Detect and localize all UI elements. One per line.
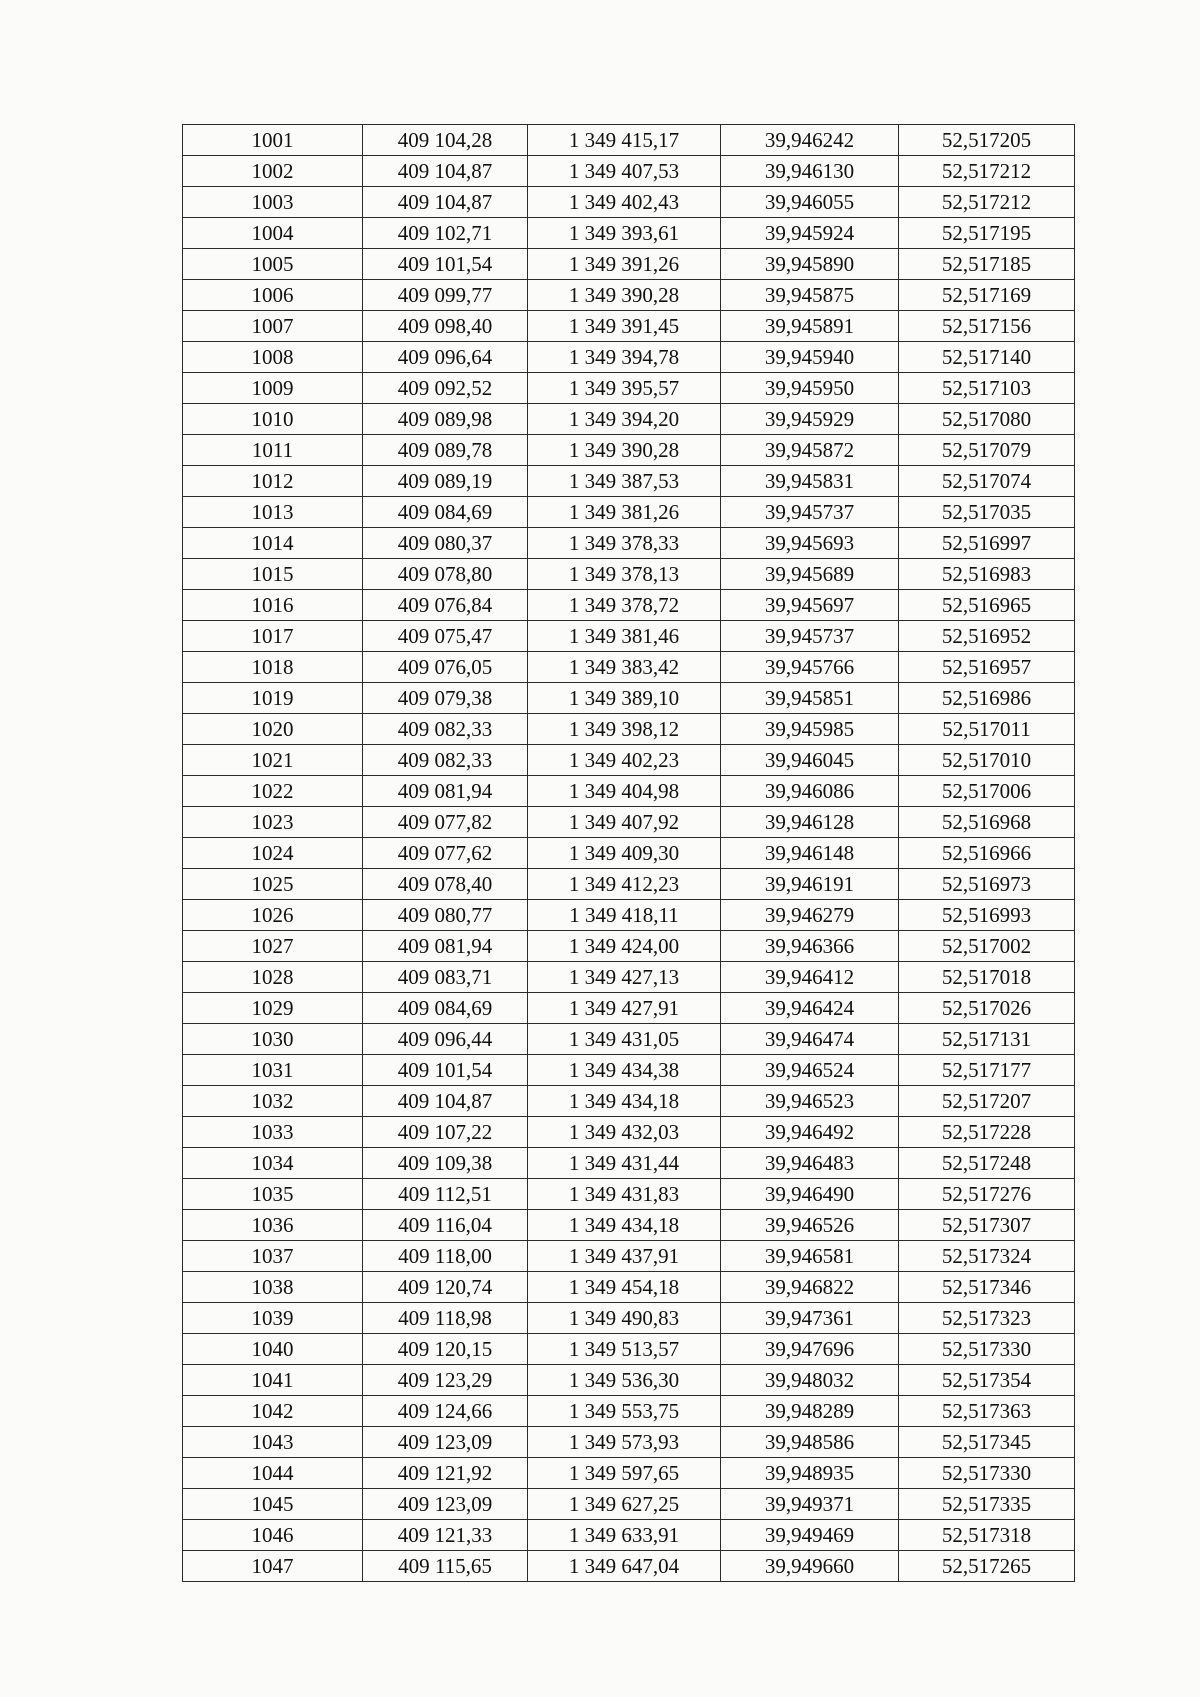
longitude-cell: 39,948586 — [721, 1427, 899, 1458]
x-coordinate-cell: 409 076,05 — [363, 652, 528, 683]
longitude-cell: 39,945737 — [721, 621, 899, 652]
x-coordinate-cell: 409 089,19 — [363, 466, 528, 497]
x-coordinate-cell: 409 116,04 — [363, 1210, 528, 1241]
latitude-cell: 52,517010 — [899, 745, 1075, 776]
x-coordinate-cell: 409 120,74 — [363, 1272, 528, 1303]
coordinates-table — [182, 124, 1075, 1582]
x-coordinate-cell: 409 099,77 — [363, 280, 528, 311]
point-number-cell: 1021 — [183, 745, 363, 776]
y-coordinate-cell: 1 349 573,93 — [528, 1427, 721, 1458]
y-coordinate-cell: 1 349 407,53 — [528, 156, 721, 187]
x-coordinate-cell: 409 089,98 — [363, 404, 528, 435]
table-row — [183, 249, 1075, 280]
point-number-cell: 1001 — [183, 125, 363, 156]
y-coordinate-cell: 1 349 431,83 — [528, 1179, 721, 1210]
point-number-cell: 1043 — [183, 1427, 363, 1458]
latitude-cell: 52,517307 — [899, 1210, 1075, 1241]
latitude-cell: 52,517002 — [899, 931, 1075, 962]
longitude-cell: 39,946412 — [721, 962, 899, 993]
x-coordinate-cell: 409 109,38 — [363, 1148, 528, 1179]
point-number-cell: 1041 — [183, 1365, 363, 1396]
x-coordinate-cell: 409 096,64 — [363, 342, 528, 373]
longitude-cell: 39,946524 — [721, 1055, 899, 1086]
y-coordinate-cell: 1 349 427,91 — [528, 993, 721, 1024]
table-row — [183, 962, 1075, 993]
latitude-cell: 52,516965 — [899, 590, 1075, 621]
latitude-cell: 52,517074 — [899, 466, 1075, 497]
x-coordinate-cell: 409 079,38 — [363, 683, 528, 714]
x-coordinate-cell: 409 118,00 — [363, 1241, 528, 1272]
x-coordinate-cell: 409 096,44 — [363, 1024, 528, 1055]
table-row — [183, 869, 1075, 900]
y-coordinate-cell: 1 349 390,28 — [528, 280, 721, 311]
x-coordinate-cell: 409 121,92 — [363, 1458, 528, 1489]
table-row — [183, 590, 1075, 621]
x-coordinate-cell: 409 112,51 — [363, 1179, 528, 1210]
longitude-cell: 39,945693 — [721, 528, 899, 559]
longitude-cell: 39,946424 — [721, 993, 899, 1024]
point-number-cell: 1037 — [183, 1241, 363, 1272]
longitude-cell: 39,946086 — [721, 776, 899, 807]
y-coordinate-cell: 1 349 513,57 — [528, 1334, 721, 1365]
x-coordinate-cell: 409 104,87 — [363, 156, 528, 187]
table-row — [183, 838, 1075, 869]
longitude-cell: 39,946474 — [721, 1024, 899, 1055]
y-coordinate-cell: 1 349 627,25 — [528, 1489, 721, 1520]
longitude-cell: 39,946366 — [721, 931, 899, 962]
longitude-cell: 39,945737 — [721, 497, 899, 528]
table-row — [183, 1179, 1075, 1210]
longitude-cell: 39,945689 — [721, 559, 899, 590]
latitude-cell: 52,517330 — [899, 1458, 1075, 1489]
point-number-cell: 1035 — [183, 1179, 363, 1210]
longitude-cell: 39,946526 — [721, 1210, 899, 1241]
point-number-cell: 1014 — [183, 528, 363, 559]
latitude-cell: 52,517103 — [899, 373, 1075, 404]
x-coordinate-cell: 409 107,22 — [363, 1117, 528, 1148]
y-coordinate-cell: 1 349 394,78 — [528, 342, 721, 373]
latitude-cell: 52,517265 — [899, 1551, 1075, 1582]
y-coordinate-cell: 1 349 409,30 — [528, 838, 721, 869]
longitude-cell: 39,949660 — [721, 1551, 899, 1582]
point-number-cell: 1024 — [183, 838, 363, 869]
y-coordinate-cell: 1 349 553,75 — [528, 1396, 721, 1427]
point-number-cell: 1030 — [183, 1024, 363, 1055]
table-row — [183, 621, 1075, 652]
point-number-cell: 1017 — [183, 621, 363, 652]
table-row — [183, 1303, 1075, 1334]
table-row — [183, 1086, 1075, 1117]
latitude-cell: 52,517345 — [899, 1427, 1075, 1458]
x-coordinate-cell: 409 078,80 — [363, 559, 528, 590]
y-coordinate-cell: 1 349 381,26 — [528, 497, 721, 528]
table-row — [183, 807, 1075, 838]
latitude-cell: 52,517228 — [899, 1117, 1075, 1148]
latitude-cell: 52,517026 — [899, 993, 1075, 1024]
point-number-cell: 1023 — [183, 807, 363, 838]
longitude-cell: 39,946045 — [721, 745, 899, 776]
table-row — [183, 1520, 1075, 1551]
x-coordinate-cell: 409 080,37 — [363, 528, 528, 559]
y-coordinate-cell: 1 349 398,12 — [528, 714, 721, 745]
longitude-cell: 39,945891 — [721, 311, 899, 342]
longitude-cell: 39,948289 — [721, 1396, 899, 1427]
table-row — [183, 745, 1075, 776]
table-row — [183, 1210, 1075, 1241]
table-row — [183, 187, 1075, 218]
latitude-cell: 52,516986 — [899, 683, 1075, 714]
x-coordinate-cell: 409 098,40 — [363, 311, 528, 342]
latitude-cell: 52,516983 — [899, 559, 1075, 590]
table-row — [183, 1055, 1075, 1086]
longitude-cell: 39,947361 — [721, 1303, 899, 1334]
longitude-cell: 39,946191 — [721, 869, 899, 900]
point-number-cell: 1027 — [183, 931, 363, 962]
y-coordinate-cell: 1 349 378,72 — [528, 590, 721, 621]
table-row — [183, 1489, 1075, 1520]
table-row — [183, 1117, 1075, 1148]
x-coordinate-cell: 409 104,28 — [363, 125, 528, 156]
longitude-cell: 39,946130 — [721, 156, 899, 187]
point-number-cell: 1016 — [183, 590, 363, 621]
longitude-cell: 39,945890 — [721, 249, 899, 280]
y-coordinate-cell: 1 349 434,18 — [528, 1210, 721, 1241]
longitude-cell: 39,946581 — [721, 1241, 899, 1272]
table-row — [183, 900, 1075, 931]
point-number-cell: 1008 — [183, 342, 363, 373]
longitude-cell: 39,946242 — [721, 125, 899, 156]
x-coordinate-cell: 409 123,09 — [363, 1427, 528, 1458]
longitude-cell: 39,945924 — [721, 218, 899, 249]
point-number-cell: 1006 — [183, 280, 363, 311]
longitude-cell: 39,947696 — [721, 1334, 899, 1365]
y-coordinate-cell: 1 349 427,13 — [528, 962, 721, 993]
point-number-cell: 1002 — [183, 156, 363, 187]
longitude-cell: 39,945875 — [721, 280, 899, 311]
point-number-cell: 1040 — [183, 1334, 363, 1365]
longitude-cell: 39,949469 — [721, 1520, 899, 1551]
point-number-cell: 1005 — [183, 249, 363, 280]
point-number-cell: 1029 — [183, 993, 363, 1024]
table-row — [183, 1334, 1075, 1365]
longitude-cell: 39,946490 — [721, 1179, 899, 1210]
point-number-cell: 1028 — [183, 962, 363, 993]
longitude-cell: 39,945851 — [721, 683, 899, 714]
y-coordinate-cell: 1 349 431,05 — [528, 1024, 721, 1055]
y-coordinate-cell: 1 349 424,00 — [528, 931, 721, 962]
x-coordinate-cell: 409 080,77 — [363, 900, 528, 931]
latitude-cell: 52,517011 — [899, 714, 1075, 745]
x-coordinate-cell: 409 120,15 — [363, 1334, 528, 1365]
x-coordinate-cell: 409 101,54 — [363, 1055, 528, 1086]
x-coordinate-cell: 409 092,52 — [363, 373, 528, 404]
table-row — [183, 714, 1075, 745]
latitude-cell: 52,516997 — [899, 528, 1075, 559]
point-number-cell: 1003 — [183, 187, 363, 218]
table-row — [183, 404, 1075, 435]
table-row — [183, 776, 1075, 807]
point-number-cell: 1009 — [183, 373, 363, 404]
y-coordinate-cell: 1 349 402,23 — [528, 745, 721, 776]
point-number-cell: 1039 — [183, 1303, 363, 1334]
table-row — [183, 1024, 1075, 1055]
table-row — [183, 280, 1075, 311]
point-number-cell: 1015 — [183, 559, 363, 590]
latitude-cell: 52,517195 — [899, 218, 1075, 249]
latitude-cell: 52,517079 — [899, 435, 1075, 466]
x-coordinate-cell: 409 102,71 — [363, 218, 528, 249]
latitude-cell: 52,517276 — [899, 1179, 1075, 1210]
longitude-cell: 39,946483 — [721, 1148, 899, 1179]
latitude-cell: 52,517346 — [899, 1272, 1075, 1303]
y-coordinate-cell: 1 349 432,03 — [528, 1117, 721, 1148]
longitude-cell: 39,946128 — [721, 807, 899, 838]
point-number-cell: 1011 — [183, 435, 363, 466]
x-coordinate-cell: 409 123,29 — [363, 1365, 528, 1396]
x-coordinate-cell: 409 081,94 — [363, 776, 528, 807]
y-coordinate-cell: 1 349 434,18 — [528, 1086, 721, 1117]
y-coordinate-cell: 1 349 395,57 — [528, 373, 721, 404]
x-coordinate-cell: 409 123,09 — [363, 1489, 528, 1520]
latitude-cell: 52,517354 — [899, 1365, 1075, 1396]
table-row — [183, 993, 1075, 1024]
x-coordinate-cell: 409 101,54 — [363, 249, 528, 280]
y-coordinate-cell: 1 349 437,91 — [528, 1241, 721, 1272]
table-row — [183, 342, 1075, 373]
table-row — [183, 1427, 1075, 1458]
table-row — [183, 1551, 1075, 1582]
point-number-cell: 1026 — [183, 900, 363, 931]
longitude-cell: 39,945950 — [721, 373, 899, 404]
point-number-cell: 1038 — [183, 1272, 363, 1303]
point-number-cell: 1031 — [183, 1055, 363, 1086]
longitude-cell: 39,948935 — [721, 1458, 899, 1489]
x-coordinate-cell: 409 121,33 — [363, 1520, 528, 1551]
point-number-cell: 1013 — [183, 497, 363, 528]
point-number-cell: 1012 — [183, 466, 363, 497]
latitude-cell: 52,516952 — [899, 621, 1075, 652]
x-coordinate-cell: 409 104,87 — [363, 187, 528, 218]
latitude-cell: 52,517080 — [899, 404, 1075, 435]
y-coordinate-cell: 1 349 490,83 — [528, 1303, 721, 1334]
y-coordinate-cell: 1 349 633,91 — [528, 1520, 721, 1551]
x-coordinate-cell: 409 077,62 — [363, 838, 528, 869]
longitude-cell: 39,946148 — [721, 838, 899, 869]
y-coordinate-cell: 1 349 389,10 — [528, 683, 721, 714]
latitude-cell: 52,517018 — [899, 962, 1075, 993]
point-number-cell: 1042 — [183, 1396, 363, 1427]
x-coordinate-cell: 409 082,33 — [363, 714, 528, 745]
x-coordinate-cell: 409 089,78 — [363, 435, 528, 466]
y-coordinate-cell: 1 349 407,92 — [528, 807, 721, 838]
y-coordinate-cell: 1 349 454,18 — [528, 1272, 721, 1303]
longitude-cell: 39,945872 — [721, 435, 899, 466]
coordinates-table-body — [183, 125, 1075, 1582]
table-row — [183, 931, 1075, 962]
y-coordinate-cell: 1 349 434,38 — [528, 1055, 721, 1086]
y-coordinate-cell: 1 349 412,23 — [528, 869, 721, 900]
latitude-cell: 52,516993 — [899, 900, 1075, 931]
table-row — [183, 652, 1075, 683]
latitude-cell: 52,516968 — [899, 807, 1075, 838]
latitude-cell: 52,517177 — [899, 1055, 1075, 1086]
point-number-cell: 1034 — [183, 1148, 363, 1179]
latitude-cell: 52,516966 — [899, 838, 1075, 869]
x-coordinate-cell: 409 077,82 — [363, 807, 528, 838]
longitude-cell: 39,946279 — [721, 900, 899, 931]
longitude-cell: 39,946055 — [721, 187, 899, 218]
y-coordinate-cell: 1 349 378,33 — [528, 528, 721, 559]
y-coordinate-cell: 1 349 391,26 — [528, 249, 721, 280]
table-row — [183, 1365, 1075, 1396]
point-number-cell: 1022 — [183, 776, 363, 807]
latitude-cell: 52,516957 — [899, 652, 1075, 683]
x-coordinate-cell: 409 124,66 — [363, 1396, 528, 1427]
point-number-cell: 1007 — [183, 311, 363, 342]
y-coordinate-cell: 1 349 418,11 — [528, 900, 721, 931]
latitude-cell: 52,517318 — [899, 1520, 1075, 1551]
point-number-cell: 1010 — [183, 404, 363, 435]
x-coordinate-cell: 409 075,47 — [363, 621, 528, 652]
latitude-cell: 52,517185 — [899, 249, 1075, 280]
table-row — [183, 1272, 1075, 1303]
x-coordinate-cell: 409 076,84 — [363, 590, 528, 621]
x-coordinate-cell: 409 078,40 — [363, 869, 528, 900]
x-coordinate-cell: 409 115,65 — [363, 1551, 528, 1582]
latitude-cell: 52,517169 — [899, 280, 1075, 311]
y-coordinate-cell: 1 349 390,28 — [528, 435, 721, 466]
y-coordinate-cell: 1 349 597,65 — [528, 1458, 721, 1489]
y-coordinate-cell: 1 349 378,13 — [528, 559, 721, 590]
table-row — [183, 683, 1075, 714]
x-coordinate-cell: 409 084,69 — [363, 497, 528, 528]
table-row — [183, 125, 1075, 156]
x-coordinate-cell: 409 084,69 — [363, 993, 528, 1024]
latitude-cell: 52,517205 — [899, 125, 1075, 156]
longitude-cell: 39,945985 — [721, 714, 899, 745]
latitude-cell: 52,517131 — [899, 1024, 1075, 1055]
y-coordinate-cell: 1 349 393,61 — [528, 218, 721, 249]
latitude-cell: 52,517140 — [899, 342, 1075, 373]
point-number-cell: 1036 — [183, 1210, 363, 1241]
y-coordinate-cell: 1 349 387,53 — [528, 466, 721, 497]
longitude-cell: 39,949371 — [721, 1489, 899, 1520]
x-coordinate-cell: 409 082,33 — [363, 745, 528, 776]
x-coordinate-cell: 409 083,71 — [363, 962, 528, 993]
latitude-cell: 52,517323 — [899, 1303, 1075, 1334]
latitude-cell: 52,517207 — [899, 1086, 1075, 1117]
table-row — [183, 559, 1075, 590]
latitude-cell: 52,517006 — [899, 776, 1075, 807]
latitude-cell: 52,517212 — [899, 187, 1075, 218]
table-row — [183, 311, 1075, 342]
latitude-cell: 52,517363 — [899, 1396, 1075, 1427]
x-coordinate-cell: 409 118,98 — [363, 1303, 528, 1334]
point-number-cell: 1018 — [183, 652, 363, 683]
y-coordinate-cell: 1 349 394,20 — [528, 404, 721, 435]
y-coordinate-cell: 1 349 402,43 — [528, 187, 721, 218]
x-coordinate-cell: 409 081,94 — [363, 931, 528, 962]
latitude-cell: 52,517248 — [899, 1148, 1075, 1179]
point-number-cell: 1045 — [183, 1489, 363, 1520]
point-number-cell: 1047 — [183, 1551, 363, 1582]
table-row — [183, 528, 1075, 559]
latitude-cell: 52,517035 — [899, 497, 1075, 528]
y-coordinate-cell: 1 349 647,04 — [528, 1551, 721, 1582]
point-number-cell: 1004 — [183, 218, 363, 249]
table-row — [183, 156, 1075, 187]
table-row — [183, 1148, 1075, 1179]
longitude-cell: 39,945940 — [721, 342, 899, 373]
longitude-cell: 39,945766 — [721, 652, 899, 683]
y-coordinate-cell: 1 349 381,46 — [528, 621, 721, 652]
latitude-cell: 52,517212 — [899, 156, 1075, 187]
table-row — [183, 218, 1075, 249]
latitude-cell: 52,517324 — [899, 1241, 1075, 1272]
y-coordinate-cell: 1 349 415,17 — [528, 125, 721, 156]
longitude-cell: 39,945929 — [721, 404, 899, 435]
longitude-cell: 39,946822 — [721, 1272, 899, 1303]
point-number-cell: 1046 — [183, 1520, 363, 1551]
point-number-cell: 1025 — [183, 869, 363, 900]
longitude-cell: 39,945831 — [721, 466, 899, 497]
y-coordinate-cell: 1 349 536,30 — [528, 1365, 721, 1396]
table-row — [183, 497, 1075, 528]
latitude-cell: 52,517335 — [899, 1489, 1075, 1520]
table-row — [183, 1396, 1075, 1427]
latitude-cell: 52,517156 — [899, 311, 1075, 342]
latitude-cell: 52,517330 — [899, 1334, 1075, 1365]
table-row — [183, 435, 1075, 466]
y-coordinate-cell: 1 349 431,44 — [528, 1148, 721, 1179]
longitude-cell: 39,946523 — [721, 1086, 899, 1117]
x-coordinate-cell: 409 104,87 — [363, 1086, 528, 1117]
point-number-cell: 1020 — [183, 714, 363, 745]
y-coordinate-cell: 1 349 404,98 — [528, 776, 721, 807]
y-coordinate-cell: 1 349 383,42 — [528, 652, 721, 683]
longitude-cell: 39,946492 — [721, 1117, 899, 1148]
point-number-cell: 1033 — [183, 1117, 363, 1148]
point-number-cell: 1044 — [183, 1458, 363, 1489]
longitude-cell: 39,945697 — [721, 590, 899, 621]
latitude-cell: 52,516973 — [899, 869, 1075, 900]
y-coordinate-cell: 1 349 391,45 — [528, 311, 721, 342]
longitude-cell: 39,948032 — [721, 1365, 899, 1396]
table-row — [183, 466, 1075, 497]
table-row — [183, 1458, 1075, 1489]
table-row — [183, 373, 1075, 404]
table-row — [183, 1241, 1075, 1272]
point-number-cell: 1019 — [183, 683, 363, 714]
point-number-cell: 1032 — [183, 1086, 363, 1117]
